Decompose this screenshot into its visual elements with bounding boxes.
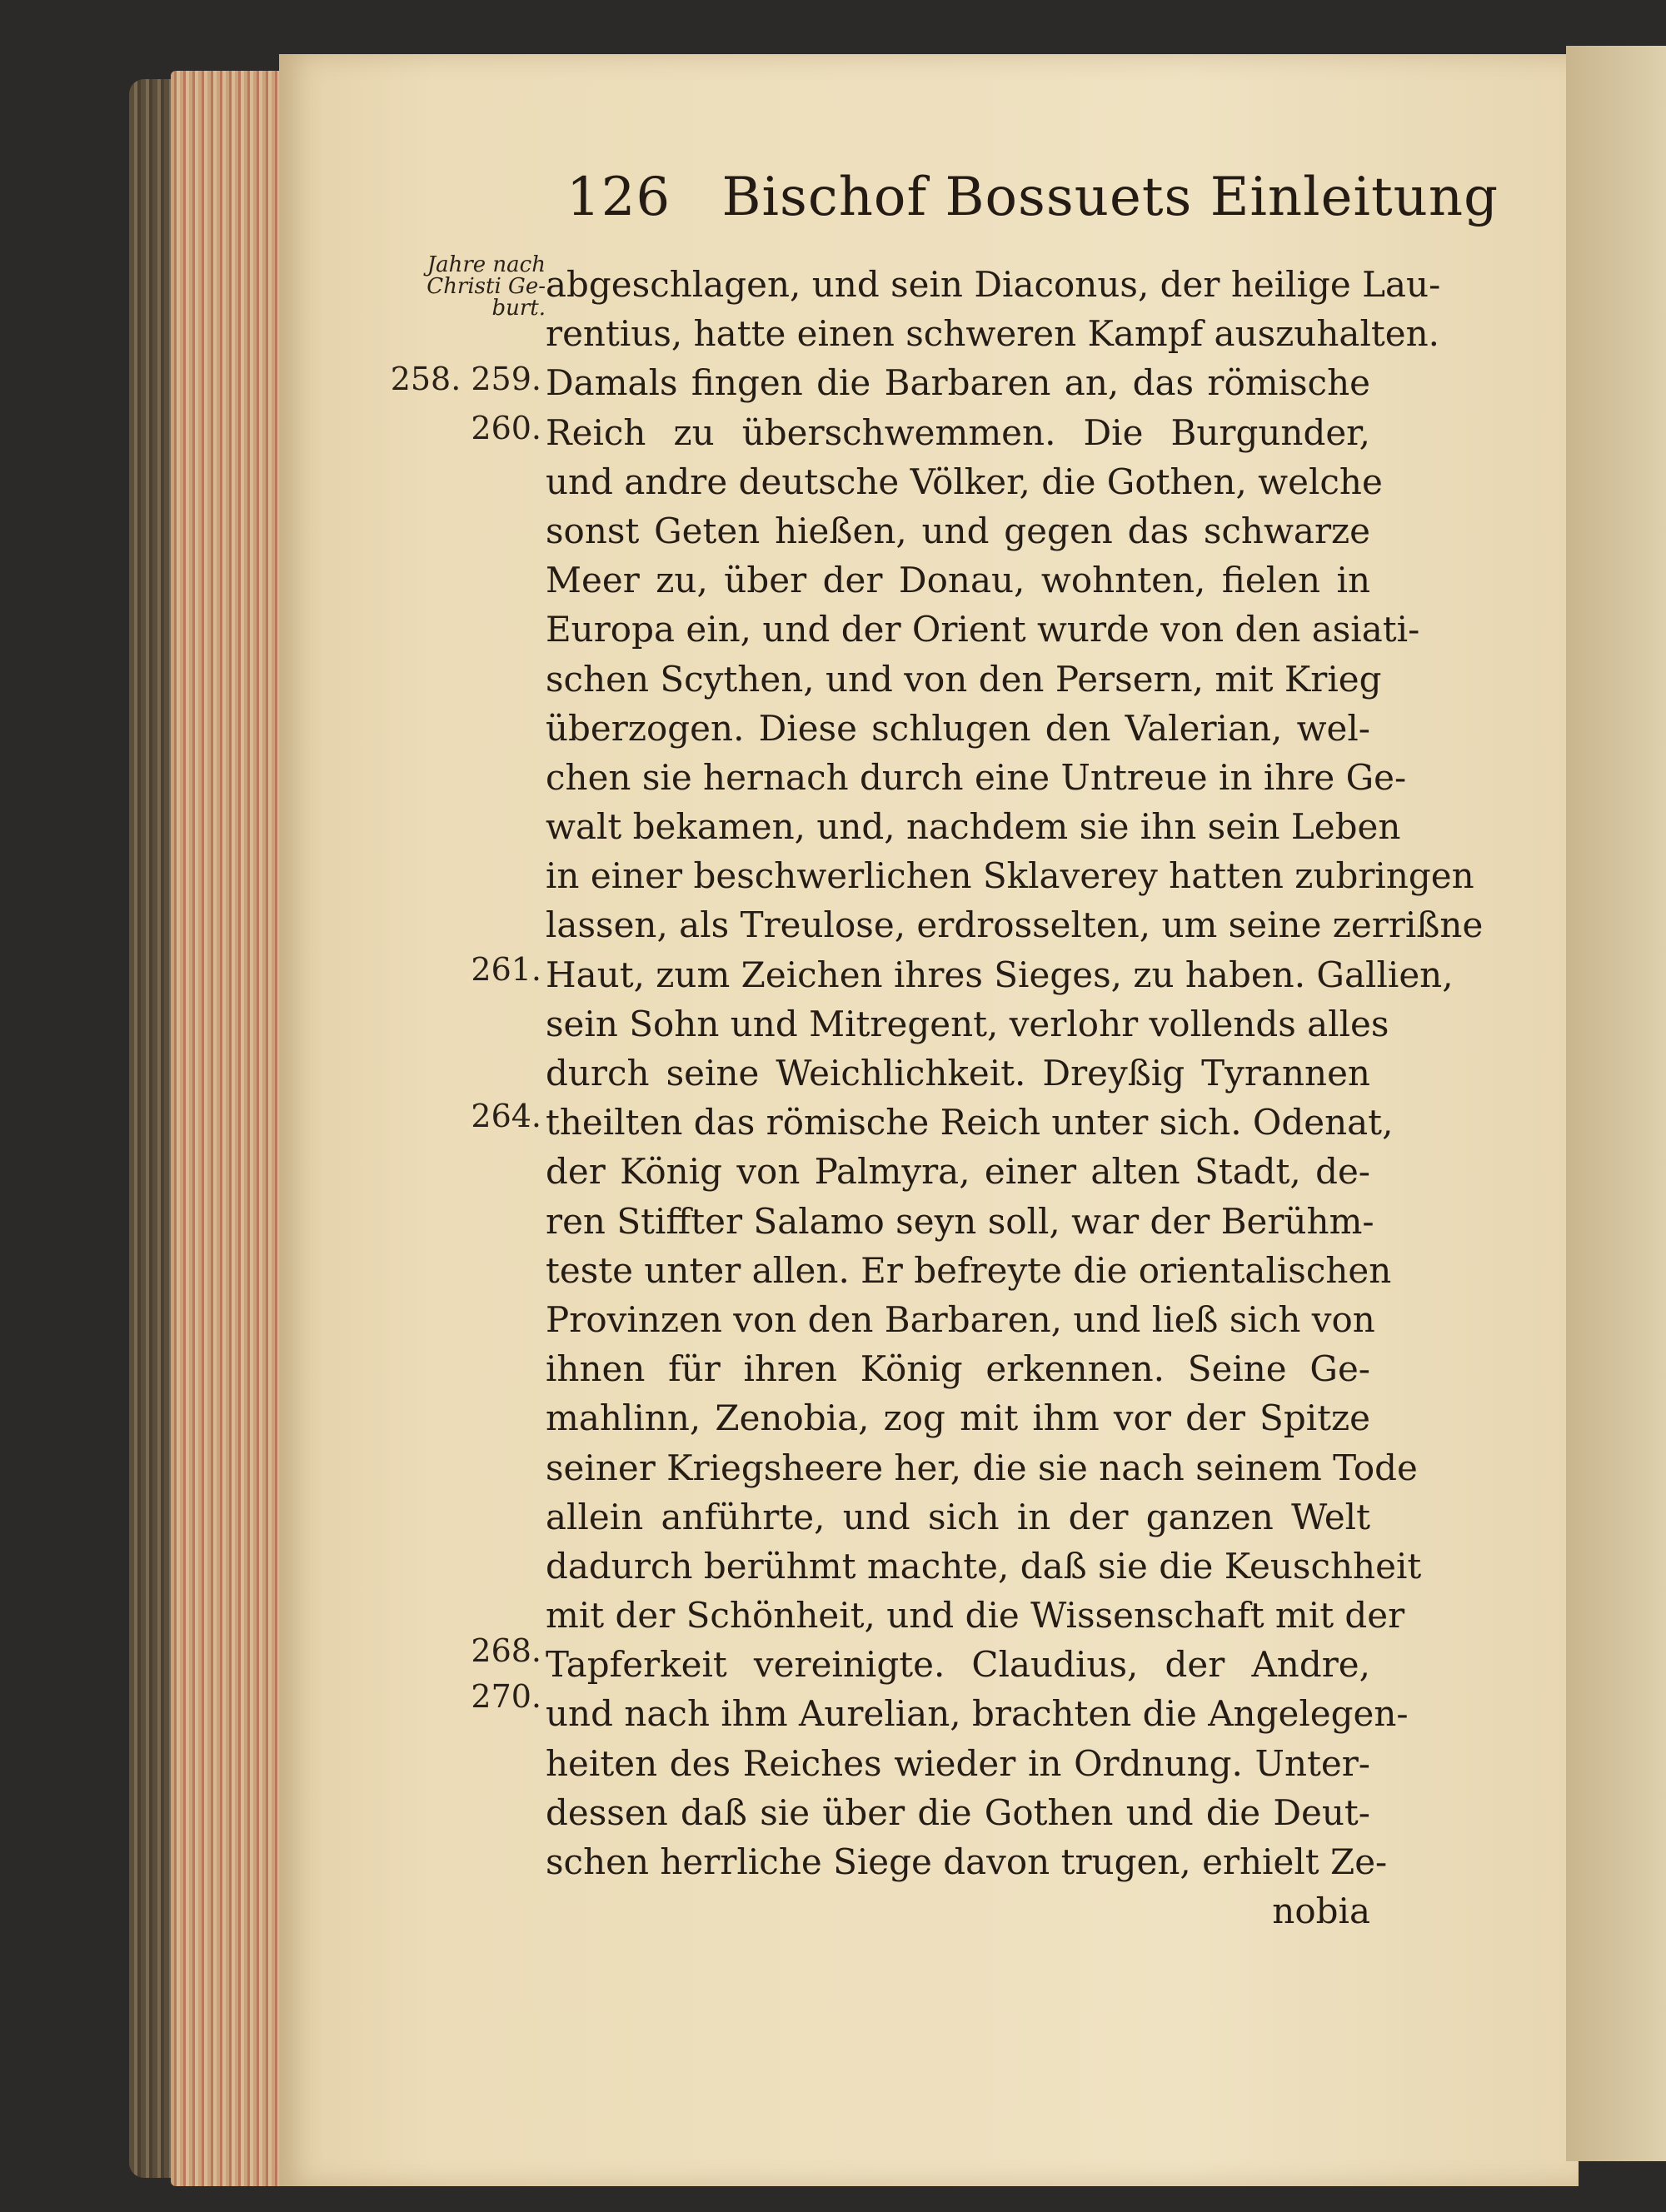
text-line: walt bekamen, und, nachdem sie ihn sein Leben	[546, 806, 1401, 848]
text-line: Tapferkeit vereinigte. Claudius, der Andre,	[546, 1644, 1370, 1686]
text-line: und nach ihm Aurelian, brachten die Angelegen-	[546, 1693, 1409, 1735]
text-line: Meer zu, über der Donau, wohnten, fielen in	[546, 560, 1370, 601]
text-line: Haut, zum Zeichen ihres Sieges, zu haben. Gallien,	[546, 954, 1454, 995]
text-line: seiner Kriegsheere her, die sie nach seinem Tode	[546, 1447, 1418, 1488]
text-line: überzogen. Diese schlugen den Valerian, wel-	[546, 707, 1370, 749]
margin-year: 258. 259.	[390, 361, 541, 397]
text-line: schen herrliche Siege davon trugen, erhielt Ze-	[546, 1841, 1388, 1882]
margin-heading-3: burt.	[491, 296, 546, 321]
margin-year: 268.	[471, 1632, 541, 1669]
page-number: 126	[566, 167, 671, 228]
text-line: dadurch berühmt machte, daß sie die Keuschheit	[546, 1545, 1422, 1587]
page-title: Bischof Bossuets Einleitung	[721, 167, 1499, 228]
margin-notes	[350, 252, 554, 1715]
text-line: Provinzen von den Barbaren, und ließ sich von	[546, 1298, 1375, 1340]
text-line: in einer beschwerlichen Sklaverey hatten zubringen	[546, 855, 1474, 897]
text-line: ihnen für ihren König erkennen. Seine Ge-	[546, 1348, 1370, 1390]
running-head	[566, 167, 1499, 228]
text-line: ren Stiffter Salamo seyn soll, war der Berühm-	[546, 1200, 1374, 1242]
catchword: nobia	[1272, 1891, 1370, 1932]
margin-year: 260.	[471, 410, 541, 446]
text-line: durch seine Weichlichkeit. Dreyßig Tyrannen	[546, 1053, 1370, 1094]
body-text	[546, 260, 1484, 1936]
margin-heading-2: Christi Ge-	[426, 274, 546, 299]
text-line: theilten das römische Reich unter sich. Odenat,	[546, 1102, 1394, 1143]
text-line: heiten des Reiches wieder in Ordnung. Unter-	[546, 1742, 1370, 1784]
text-line: Europa ein, und der Orient wurde von den asiati-	[546, 609, 1420, 650]
facing-page-edge	[1566, 46, 1666, 2161]
text-line: chen sie hernach durch eine Untreue in ihre Ge-	[546, 756, 1407, 798]
margin-year: 264.	[471, 1098, 541, 1134]
text-line: lassen, als Treulose, erdrosselten, um seine zerrißne	[546, 904, 1484, 946]
text-line: schen Scythen, und von den Persern, mit Krieg	[546, 658, 1382, 700]
margin-year: 261.	[471, 951, 541, 988]
text-line: allein anführte, und sich in der ganzen Welt	[546, 1496, 1370, 1537]
text-line: mit der Schönheit, und die Wissenschaft mit der	[546, 1595, 1405, 1637]
text-line: sein Sohn und Mitregent, verlohr vollends alles	[546, 1003, 1389, 1044]
text-line: dessen daß sie über die Gothen und die Deut-	[546, 1791, 1370, 1833]
text-line: Reich zu überschwemmen. Die Burgunder,	[546, 411, 1370, 453]
text-line: der König von Palmyra, einer alten Stadt, de-	[546, 1151, 1370, 1193]
margin-heading-1: Jahre nach	[426, 252, 546, 277]
text-line: sonst Geten hießen, und gegen das schwarze	[546, 510, 1370, 551]
margin-year: 270.	[471, 1678, 541, 1715]
text-line: teste unter allen. Er befreyte die orientalischen	[546, 1249, 1392, 1291]
text-line: Damals fingen die Barbaren an, das römische	[546, 362, 1370, 404]
text-line: mahlinn, Zenobia, zog mit ihm vor der Spitze	[546, 1397, 1370, 1439]
text-line: rentius, hatte einen schweren Kampf auszuhalten.	[546, 313, 1440, 355]
text-line: abgeschlagen, und sein Diaconus, der heilige Lau-	[546, 264, 1441, 305]
text-line: und andre deutsche Völker, die Gothen, welche	[546, 461, 1383, 502]
